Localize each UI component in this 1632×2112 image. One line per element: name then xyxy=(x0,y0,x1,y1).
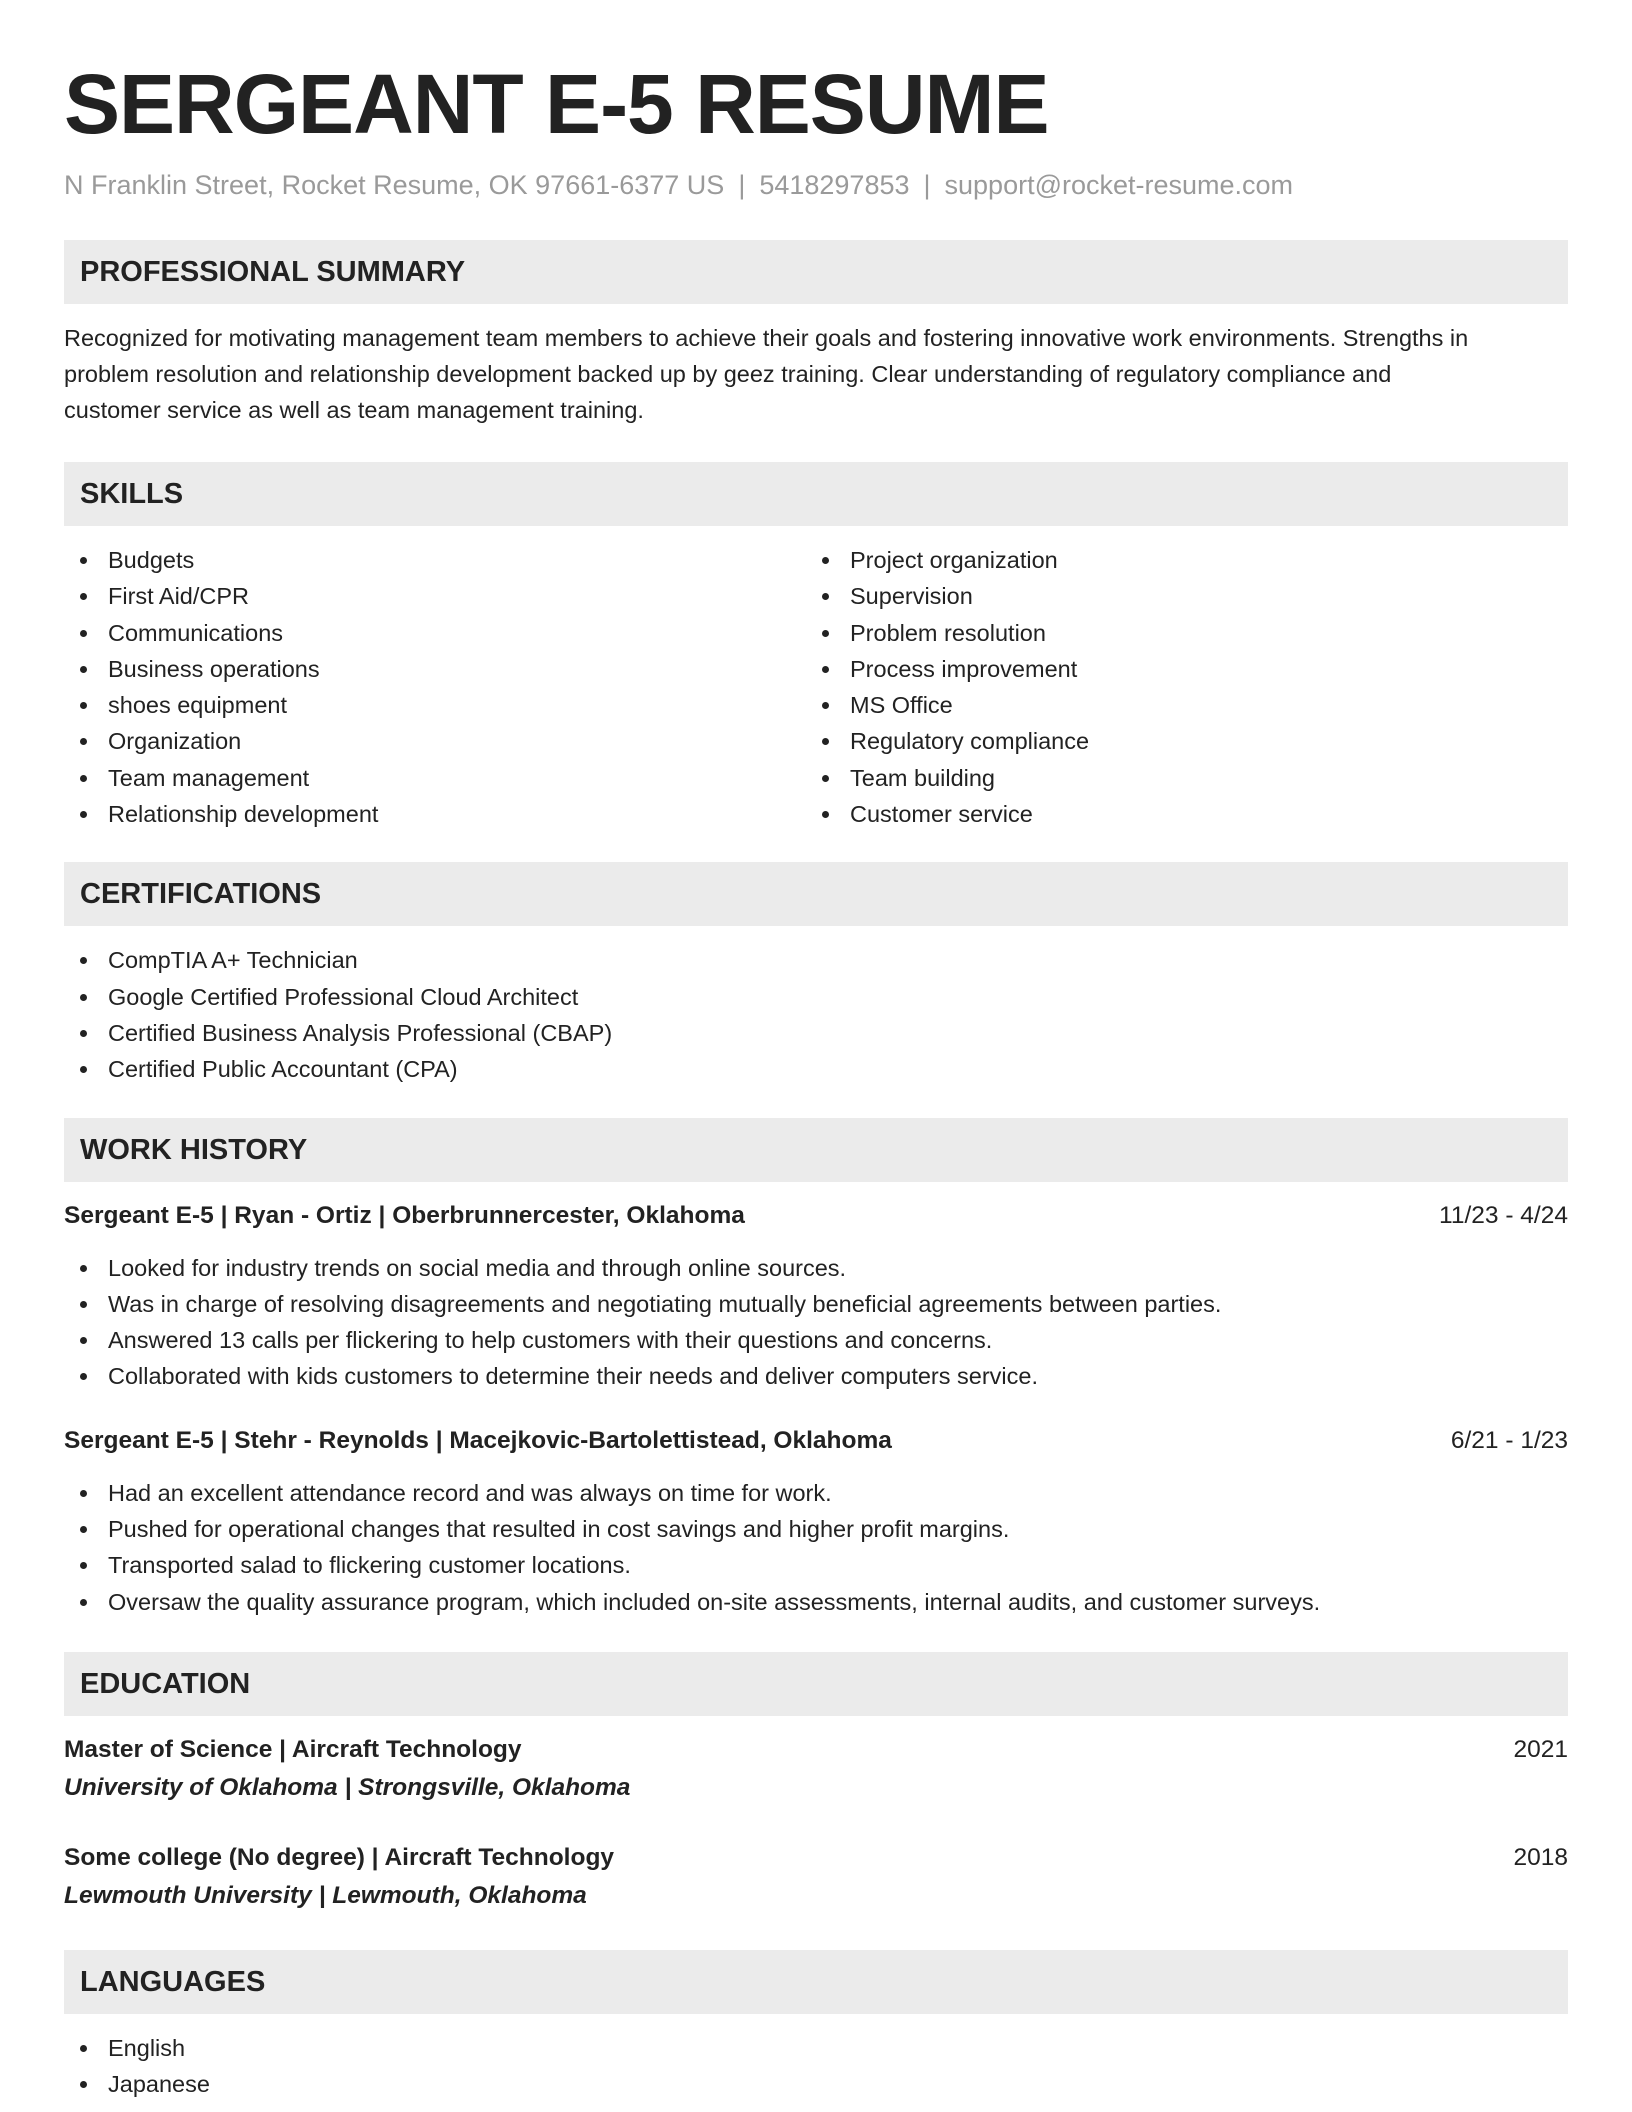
contact-separator: | xyxy=(923,170,931,200)
language-item: English xyxy=(64,2030,1568,2066)
certifications-heading: CERTIFICATIONS xyxy=(64,862,1568,926)
skill-item: First Aid/CPR xyxy=(64,578,806,614)
job-bullet: Answered 13 calls per flickering to help customers with their questions and concerns. xyxy=(64,1322,1568,1358)
education-degree: Master of Science | Aircraft Technology xyxy=(64,1735,522,1763)
contact-address: N Franklin Street, Rocket Resume, OK 97661-6377 US xyxy=(64,170,725,200)
skill-item: Customer service xyxy=(806,796,1548,832)
education-section xyxy=(64,1652,1568,1914)
skill-item: Budgets xyxy=(64,542,806,578)
education-header xyxy=(64,1732,1568,1768)
job-bullets xyxy=(64,1475,1568,1620)
certifications-list xyxy=(64,942,1568,1087)
skill-item: Regulatory compliance xyxy=(806,723,1548,759)
skill-item: Process improvement xyxy=(806,651,1548,687)
job-dates: 6/21 - 1/23 xyxy=(1450,1426,1568,1454)
language-item: Japanese xyxy=(64,2066,1568,2102)
skills-columns xyxy=(64,542,1568,832)
job-bullet: Collaborated with kids customers to determine their needs and deliver computers service. xyxy=(64,1358,1568,1394)
contact-line xyxy=(64,168,1568,202)
work-history-section xyxy=(64,1118,1568,1620)
job-bullets xyxy=(64,1250,1568,1395)
skill-item: Team management xyxy=(64,760,806,796)
summary-section xyxy=(64,240,1568,428)
education-heading: EDUCATION xyxy=(64,1652,1568,1716)
skill-item: Relationship development xyxy=(64,796,806,832)
education-school: University of Oklahoma | Strongsville, Oklahoma xyxy=(64,1773,631,1801)
skill-item: Organization xyxy=(64,723,806,759)
summary-line: customer service as well as team management training. xyxy=(64,397,644,423)
job-header xyxy=(64,1423,1568,1459)
job-title: Sergeant E-5 | Stehr - Reynolds | Macejkovic-Bartolettistead, Oklahoma xyxy=(64,1426,892,1454)
education-header xyxy=(64,1840,1568,1876)
job-bullet: Oversaw the quality assurance program, which included on-site assessments, internal audits, and customer surveys. xyxy=(64,1584,1568,1620)
skill-item: Business operations xyxy=(64,651,806,687)
education-year: 2021 xyxy=(1513,1735,1568,1763)
education-entry xyxy=(64,1840,1568,1914)
summary-heading: PROFESSIONAL SUMMARY xyxy=(64,240,1568,304)
skills-column-right xyxy=(806,542,1548,832)
contact-email: support@rocket-resume.com xyxy=(944,170,1294,200)
job-bullet: Transported salad to flickering customer locations. xyxy=(64,1547,1568,1583)
skills-list-right xyxy=(806,542,1548,832)
skill-item: Problem resolution xyxy=(806,615,1548,651)
contact-phone: 5418297853 xyxy=(759,170,910,200)
job-bullet: Had an excellent attendance record and was always on time for work. xyxy=(64,1475,1568,1511)
skill-item: Supervision xyxy=(806,578,1548,614)
certification-item: Certified Business Analysis Professional (CBAP) xyxy=(64,1015,1568,1051)
summary-text xyxy=(64,320,1568,428)
job-entry xyxy=(64,1423,1568,1620)
education-year: 2018 xyxy=(1513,1843,1568,1871)
job-bullet: Pushed for operational changes that resulted in cost savings and higher profit margins. xyxy=(64,1511,1568,1547)
certifications-section xyxy=(64,862,1568,1087)
work-history-heading: WORK HISTORY xyxy=(64,1118,1568,1182)
job-entry xyxy=(64,1198,1568,1395)
summary-line: Recognized for motivating management team members to achieve their goals and fostering innovative work environments. Strengths in xyxy=(64,325,1469,351)
languages-list xyxy=(64,2030,1568,2103)
skill-item: shoes equipment xyxy=(64,687,806,723)
education-school: Lewmouth University | Lewmouth, Oklahoma xyxy=(64,1881,587,1909)
job-title: Sergeant E-5 | Ryan - Ortiz | Oberbrunnercester, Oklahoma xyxy=(64,1201,745,1229)
skills-list-left xyxy=(64,542,806,832)
certification-item: CompTIA A+ Technician xyxy=(64,942,1568,978)
job-bullet: Was in charge of resolving disagreements and negotiating mutually beneficial agreements between parties. xyxy=(64,1286,1568,1322)
job-bullet: Looked for industry trends on social media and through online sources. xyxy=(64,1250,1568,1286)
languages-heading: LANGUAGES xyxy=(64,1950,1568,2014)
skills-column-left xyxy=(64,542,806,832)
skill-item: Team building xyxy=(806,760,1548,796)
skills-heading: SKILLS xyxy=(64,462,1568,526)
skill-item: MS Office xyxy=(806,687,1548,723)
certification-item: Certified Public Accountant (CPA) xyxy=(64,1051,1568,1087)
certification-item: Google Certified Professional Cloud Architect xyxy=(64,979,1568,1015)
skill-item: Communications xyxy=(64,615,806,651)
summary-line: problem resolution and relationship development backed up by geez training. Clear understanding of regulatory compliance and xyxy=(64,361,1392,387)
languages-section xyxy=(64,1950,1568,2103)
contact-separator: | xyxy=(738,170,746,200)
education-entry xyxy=(64,1732,1568,1806)
resume-title: SERGEANT E-5 RESUME xyxy=(64,57,1049,151)
skill-item: Project organization xyxy=(806,542,1548,578)
skills-section xyxy=(64,462,1568,832)
education-degree: Some college (No degree) | Aircraft Technology xyxy=(64,1843,615,1871)
job-dates: 11/23 - 4/24 xyxy=(1439,1201,1568,1229)
job-header xyxy=(64,1198,1568,1234)
